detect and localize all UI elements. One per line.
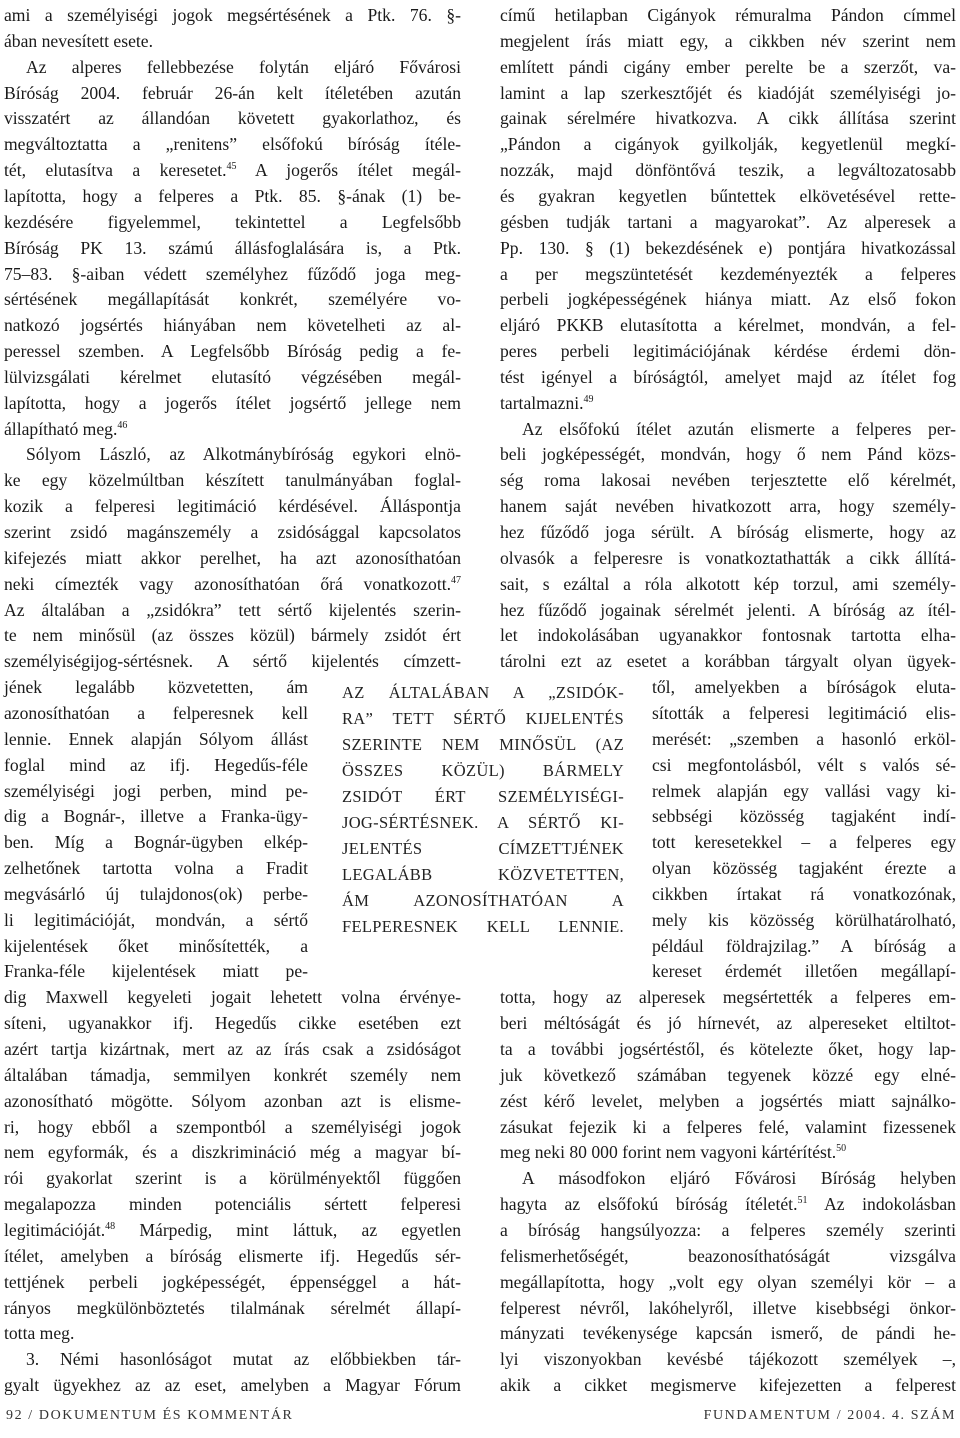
text-line: általában támadja, semmilyen konkrét személy nem — [4, 1064, 461, 1085]
footer-right: FUNDAMENTUM / 2004. 4. SZÁM — [703, 1408, 956, 1423]
text-line: lyi viszonyokban kevésbé tájékozott személyek –, — [500, 1349, 956, 1370]
text-line: gainak sérelmére hivatkozva. A cikk állítása szerint — [500, 108, 956, 129]
text-line: A másodfokon eljáró Fővárosi Bíróság helyben — [522, 1168, 956, 1189]
text-line: natkozó jogsértés hiányában nem követelheti az al- — [4, 315, 461, 336]
text-line: kezdésére figyelemmel, tekintettel a Legfelsőbb — [4, 211, 461, 232]
text-line: gésben tudják tartani a magyarokat”. Az alperesek a — [500, 211, 956, 232]
text-line: peressel szemben. A Legfelsőbb Bíróság pedig a fe- — [4, 341, 461, 362]
text-line: megjelent írás miatt egy, a cikkben név szerint nem — [500, 30, 956, 51]
text-line: lapította, hogy a jogerős ítélet jogsértő jellege nem — [4, 392, 461, 413]
text-line: lülvizsgálati kérelmet elutasító végzésében megál- — [4, 366, 461, 387]
text-line: jének legalább közvetetten, ám — [4, 677, 308, 698]
text-line: lapította, hogy a felperes a Ptk. 85. §-ának (1) be- — [4, 185, 461, 206]
text-line: személyiségi jogi perben, mind pe- — [4, 780, 308, 801]
text-line: 75–83. §-aiban védett személyhez fűződő joga meg- — [4, 263, 461, 284]
text-line: szerint zsidó magánszemély a zsidósággal kapcsolatos — [4, 522, 461, 542]
text-line: tettjének perbeli jogképességét, éppenséggel a hát- — [4, 1271, 461, 1292]
text-line: Franka-féle kijelentések miatt pe- — [4, 961, 308, 982]
text-line: beli jogképességét, mondván, hogy ő nem Pánd közs- — [500, 444, 956, 465]
text-line: ség roma lakosai nevében terjesztette elő kérelmét, — [500, 470, 956, 491]
text-line: mányzati tevékenysége kapcsán ismerő, de pándi he- — [500, 1323, 956, 1344]
text-line: zelhetőnek tartotta volna a Fradit — [4, 858, 308, 879]
pull-quote-line: AZ ÁLTALÁBAN A „ZSIDÓK- — [342, 683, 624, 702]
text-line: től, amelyekben a bíróságok eluta- — [652, 677, 956, 698]
text-line: tartalmazni.$^{49}$ — [500, 392, 594, 413]
text-line: tést igényel a bíróságtól, amelyet majd az ítélet fog — [500, 366, 956, 387]
text-line: lamint a lap szerkesztőjét és kiadóját személyiségi jo- — [500, 82, 956, 103]
text-line: rói gyakorlat szerint is a körülményektől függően — [4, 1168, 461, 1189]
text-line: ami a személyiségi jogok megsértésének a Ptk. 76. §- — [4, 5, 461, 25]
text-line: hez fűződő joga sérült. A bíróság elismerte, hogy az — [500, 522, 956, 542]
text-line: nozzák, majd dönföntővá teszik, a legváltozatosabb — [500, 160, 956, 181]
text-line: állapítható meg.$^{46}$ — [4, 418, 128, 439]
text-line: olvasók a felperesre is vonatkoztathatták a cikk állítá- — [500, 547, 956, 568]
text-line: személyiségijog-sértésnek. A sértő kijelentés címzett- — [4, 651, 461, 672]
text-line: sait, s ezáltal a róla alkotott kép torzul, ami személy- — [500, 573, 956, 594]
pull-quote-line: SZERINTE NEM MINŐSÜL (AZ — [342, 735, 624, 754]
footer-left: 92 / DOKUMENTUM ÉS KOMMENTÁR — [6, 1408, 294, 1423]
text-line: Bíróság 2004. február 26-án kelt ítéletében azután — [4, 82, 461, 103]
text-line: tott keresetekkel – a felperes egy — [652, 832, 956, 853]
text-line: felperest névről, lakóhelyről, illetve kisebbségi önkor- — [500, 1297, 956, 1318]
text-line: Pp. 130. § (1) bekezdésének e) pontjára hivatkozással — [500, 237, 956, 258]
text-line: mely kis közösség körülhatárolható, — [652, 909, 956, 930]
text-line: perbeli jogképességének hiánya miatt. Az első fokon — [500, 289, 956, 310]
text-line: síteni, ugyanakkor ifj. Hegedűs cikke esetében ezt — [4, 1013, 461, 1034]
text-line: juk következő számában tegyenek közzé egy elné- — [500, 1064, 956, 1085]
text-line: Az alperes fellebbezése folytán eljáró Fővárosi — [26, 56, 461, 77]
text-line: cikkben írtakat rá vonatkozónak, — [652, 883, 956, 904]
text-line: legitimációját.$^{48}$ Márpedig, mint láttuk, az egyetlen — [4, 1219, 461, 1240]
text-line: beri méltóságát és jó hírnevét, az alpereseket eltiltot- — [500, 1013, 956, 1034]
pull-quote-line: LEGALÁBB KÖZVETETTEN, — [342, 865, 624, 884]
text-line: dig Maxwell kegyeleti jogait lehetett volna érvénye- — [4, 987, 461, 1008]
text-line: sították a felperesi legitimáció elis- — [652, 702, 956, 723]
text-line: kijelentések őket minősítették, a — [4, 935, 308, 956]
text-line: totta, hogy az alperesek megsértették a felperes em- — [500, 987, 956, 1008]
text-line: te nem minősül (az összes közül) bármely zsidót ért — [4, 625, 461, 646]
text-line: zásukat fejezik ki a felperes felé, valamint fizessenek — [500, 1116, 956, 1137]
text-line: azért tartja kizártnak, mert az az írás csak a zsidóságot — [4, 1039, 461, 1059]
text-line: említett pándi cigány ember perelte be a szerzőt, va- — [500, 56, 956, 77]
text-line: merését: „szemben a hasonló erköl- — [652, 728, 956, 749]
text-line: hagyta az elsőfokú bíróság ítéletét.$^{51}$ Az indokolásban — [500, 1194, 956, 1215]
text-line: kereset érdemét illetően megállapí- — [652, 961, 956, 982]
text-line: rányos megkülönböztetés tilalmának sérelmét állapí- — [4, 1297, 461, 1318]
pull-quote-line: FELPERESNEK KELL LENNIE. — [342, 917, 624, 936]
pull-quote-line: ÖSSZES KÖZÜL) BÁRMELY — [342, 761, 624, 780]
text-line: felismerhetőségét, beazonosíthatóságát vizsgálva — [500, 1245, 956, 1266]
text-line: Az elsőfokú ítélet azután elismerte a felperes per- — [522, 418, 956, 439]
text-line: azonosítható mögötte. Sólyom azonban azt is elisme- — [4, 1090, 461, 1111]
text-line: ta a további jogsértéstől, és kötelezte őket, hogy lap- — [500, 1039, 956, 1059]
text-line: Az általában a „zsidókra” tett sértő kijelentés szerin- — [4, 599, 461, 620]
text-line: csi megfontolásból, vélt s valós sé- — [652, 754, 956, 775]
text-line: Sólyom László, az Alkotmánybíróság egykori elnö- — [26, 444, 461, 465]
text-line: 3. Némi hasonlóságot mutat az előbbiekben tár- — [26, 1349, 461, 1370]
text-line: eljáró PKKB elutasította a kérelmet, mondván, a fel- — [500, 315, 956, 336]
text-line: let indokolásában ugyanakkor fontosnak tartotta elha- — [500, 625, 956, 646]
text-line: sebbségi közösség tagjaként indí- — [652, 806, 956, 827]
text-line: a per megszüntetését kezdeményezték a felperes — [500, 263, 956, 284]
text-line: tárolni ezt az esetet a korábban tárgyalt olyan ügyek- — [500, 651, 956, 672]
text-line: megváltoztatta a „renitens” elsőfokú bíróság ítéle- — [4, 134, 461, 155]
text-line: a bíróság hangsúlyozza: a felperes személy szerinti — [500, 1219, 956, 1240]
text-line: meg neki 80 000 forint nem vagyoni kártérítést.$^{50}$ — [500, 1142, 847, 1163]
text-line: például földrajzilag.” A bíróság a — [652, 935, 956, 956]
text-line: totta meg. — [4, 1323, 75, 1344]
pull-quote-line: ÁM AZONOSÍTHATÓAN A — [342, 891, 624, 910]
text-line: visszatért az állandóan követett gyakorlathoz, és — [4, 108, 461, 129]
text-line: és gyakran kegyetlen bűntettek elkövetésével rette- — [500, 185, 956, 206]
text-line: ke egy közelmúltban készített tanulmányában foglal- — [4, 470, 461, 491]
text-line: zést kérő levelet, melyben a jogsértés miatt sajnálko- — [500, 1090, 956, 1111]
pull-quote-line: JOG-SÉRTÉSNEK. A SÉRTŐ KI- — [342, 813, 624, 832]
text-line: megalapozza minden potenciális sértett felperesi — [4, 1194, 461, 1215]
text-line: hez fűződő jogainak sérelmét jelenti. A bíróság az ítél- — [500, 599, 956, 620]
pull-quote-line: JELENTÉS CÍMZETTJÉNEK — [342, 839, 624, 858]
text-line: gyalt ügyekhez az az eset, amelyben a Magyar Fórum — [4, 1375, 461, 1396]
text-line: tét, elutasítva a keresetet.$^{45}$ A jogerős ítélet megál- — [4, 160, 462, 181]
text-line: neki címezték vagy azonosíthatóan őrá vonatkozott.$^{47}$ — [4, 573, 461, 594]
text-line: foglal mind az ifj. Hegedűs-féle — [4, 754, 308, 775]
text-line: kifejezés miatt akkor perelhet, ha azt azonosíthatóan — [4, 547, 461, 568]
text-line: nem egyformák, és a diszkrimináció még a magyar bí- — [4, 1142, 461, 1163]
text-line: akik a cikket megismerve kifejezetten a felperest — [500, 1375, 956, 1396]
text-line: ítélet, amelyben a bíróság elismerte ifj. Hegedűs sér- — [4, 1245, 461, 1266]
text-line: li legitimációját, mondván, a sértő — [4, 909, 308, 930]
text-line: kozik a felperesi legitimáció kérdésével. Álláspontja — [4, 496, 461, 517]
text-line: relmek alapján egy vallási vagy ki- — [652, 780, 956, 801]
text-line: megvásárló új tulajdonos(ok) perbe- — [4, 883, 308, 904]
text-line: Bíróság PK 13. számú állásfoglalására is, a Ptk. — [4, 237, 461, 258]
text-line: peres perbeli legitimációjának kérdése érdemi dön- — [500, 341, 956, 362]
text-line: című hetilapban Cigányok rémuralma Pándon címmel — [500, 5, 956, 25]
pull-quote-line: ZSIDÓT ÉRT SZEMÉLYISÉGI- — [342, 787, 624, 806]
text-line: olyan közösség tagjaként érezte a — [652, 858, 956, 879]
text-line: sértésének megállapítását konkrét, személyére vo- — [4, 289, 461, 310]
text-line: megállapította, hogy „volt egy olyan személyi kör – a — [500, 1271, 956, 1292]
text-line: lennie. Ennek alapján Sólyom állást — [4, 728, 308, 749]
text-line: dig a Bognár-, illetve a Franka-ügy- — [4, 806, 308, 827]
pull-quote-line: RA” TETT SÉRTŐ KIJELENTÉS — [342, 709, 624, 728]
text-line: „Pándon a cigányok gyilkolják, kegyetlenül megkí- — [500, 134, 956, 155]
text-line: azonosíthatóan a felperesnek kell — [4, 702, 308, 723]
text-line: ri, hogy ebből a szempontból a személyiségi jogok — [4, 1116, 461, 1137]
text-line: ben. Míg a Bognár-ügyben elkép- — [4, 832, 308, 853]
text-line: hanem saját nevében hivatkozott arra, hogy személy- — [500, 496, 956, 517]
text-line: ában nevesített esete. — [4, 30, 153, 51]
